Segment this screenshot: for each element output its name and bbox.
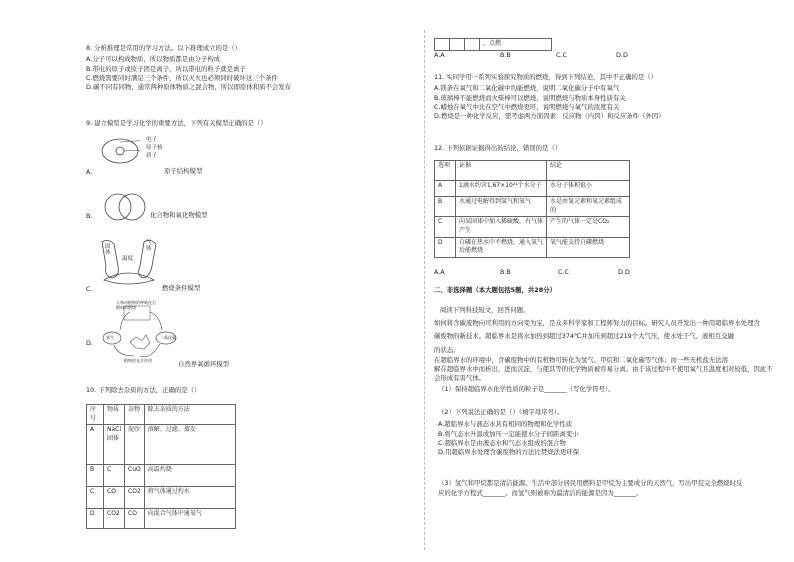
sub-question-3 xyxy=(438,479,742,499)
table-cell: C xyxy=(435,217,456,237)
table-row xyxy=(435,217,630,237)
table-cell: CO2 xyxy=(125,487,145,509)
q12-option-a: A.A xyxy=(434,268,445,276)
fire-label-solid: 固体 xyxy=(105,244,111,257)
header-cell: 除去杂质的方法 xyxy=(144,405,235,425)
table-cell: 白磷在热水中不燃烧，通入氧气后能燃烧 xyxy=(456,237,547,257)
passage-line: 解在超临界水中而析出，进而沉淀，与使其等的化学物质被容易分离。由于该过程中不使用氧气且温度相对较低，因此不会形成有害气体。 xyxy=(434,365,773,383)
sub-question-2 xyxy=(438,408,579,457)
table-cell xyxy=(465,39,480,51)
question-8 xyxy=(86,44,291,92)
passage-line: 如何将含碳废物向可利用的方向变为宝，是众多科学家和工程师努力的目标。研究人员开发出一种用超临界水处理含 xyxy=(434,319,760,327)
sub-question-3-line-1: （3）氢气和甲烷都是清洁能源。生活中部分居民用燃料是甲烷为主要成分的天然气，写出甲烷完全燃烧时反 xyxy=(438,479,743,487)
fire-label-temp: 温度 xyxy=(122,256,134,262)
table-cell: A xyxy=(435,181,456,197)
option-b-label: 化合物和氧化物模型 xyxy=(150,211,208,219)
question-11-option-c: C.蜡烛在氧气中比在空气中燃烧更旺，说明燃烧与氧气的浓度有关 xyxy=(434,102,620,111)
table-cell: CO xyxy=(104,487,125,509)
table-cell: C xyxy=(87,487,104,509)
table-cell: ，点燃 xyxy=(480,39,552,51)
sub-question-2-option-a: A.超临界水与液态水具有相同的物理和化学性质 xyxy=(438,420,573,429)
passage xyxy=(434,319,774,384)
header-cell: 序号 xyxy=(87,405,104,425)
table-cell: 将气体通过灼水 xyxy=(144,487,235,509)
table-cell: 溶解、过滤、蒸发 xyxy=(144,425,235,465)
sub-question-2-option-b: B.将气态水升温或加压一定能使水分子间距离变小 xyxy=(438,429,579,438)
table-cell: 氧气能支持白磷燃烧 xyxy=(547,237,630,257)
question-10-title: 10. 下列除去杂质的方法，正确的是（） xyxy=(86,386,201,394)
option-a-label: 原子结构模型 xyxy=(164,167,203,175)
option-a-letter: A. xyxy=(86,168,93,176)
table-row xyxy=(87,425,236,465)
table-row xyxy=(435,39,552,51)
atom-label-electron: 电子 xyxy=(146,137,158,143)
question-8-option-c: C.燃烧需要同时满足三个条件，所以灭火也必须同时破坏这三个条件 xyxy=(86,73,278,82)
header-cell: 选项 xyxy=(435,161,456,181)
question-8-option-b: B.带电的原子或原子团是离子，所以带电的粒子就是离子 xyxy=(86,64,246,73)
table-row xyxy=(87,465,236,487)
sub-question-2-title: （2）下列说法正确的是（）（填字母序号）。 xyxy=(438,408,564,416)
table-cell: 产生的气体一定是CO₂ xyxy=(547,217,630,237)
atom-model-figure xyxy=(100,137,140,165)
table-cell: B xyxy=(87,465,104,487)
cycle-label-photosynthesis: 植物的光合作用 xyxy=(124,358,152,363)
table-row xyxy=(87,509,236,529)
sub-question-3-line-2: 应的化学方程式_______。而氢气则被称为最清洁的能源是因为_______。 xyxy=(438,489,643,498)
table-cell: NaCl固体 xyxy=(104,425,125,465)
passage-line: 在超临界水的环境中，含碳废物中的有机物可转化为氢气、甲烷和二氧化碳等气体；而一些无机盐无法溶 xyxy=(434,355,728,364)
passage-line: 碳废物的新技术。超临界水是将水加热到超过374℃并加压到超过219个大气压，使水处于气、液相互交融 xyxy=(434,332,734,341)
table-cell: D xyxy=(435,237,456,257)
table-row xyxy=(435,181,630,197)
table-cell: CO2 xyxy=(104,509,125,529)
header-cell: 结论 xyxy=(547,161,630,181)
atom-label-nucleus: 原子核 xyxy=(146,145,163,151)
sub-question-2-option-d: D.用超临界水处理含碳废物的方法比焚烧法更环保 xyxy=(438,448,580,457)
sub-question-2-option-c: C.超临界水是由液态水和气态水组成的混合物 xyxy=(438,438,566,447)
question-8-option-a: A.分子可以构成物质，所以物质都是由分子构成 xyxy=(86,55,221,64)
table-cell: 水分子体积很小 xyxy=(547,181,630,197)
section-2-heading: 二、非选择题（本大题包括5题，共28分） xyxy=(434,286,556,294)
fire-label-gas: 气体 xyxy=(146,240,152,253)
table-row xyxy=(435,237,630,257)
table-cell: D xyxy=(87,509,104,529)
table-row xyxy=(87,487,236,509)
question-11-option-b: B.玻璃棒不能燃烧而火柴棒可以燃烧，说明燃烧与物质本身性质有关 xyxy=(434,93,626,102)
table-cell xyxy=(450,39,465,51)
passage-line: 的状态。 xyxy=(434,345,460,354)
sub-question-1: （1）保持超临界水化学性质的粒子是_______（写化学符号）。 xyxy=(438,385,615,393)
venn-model-figure xyxy=(98,192,154,222)
cycle-label-co2: 二氧化碳 xyxy=(160,335,176,340)
q10-option-d: D.D xyxy=(616,51,628,59)
question-8-option-d: D.碳不同有同物，通常两种原体物质之混合物，所以即原体和质不会发布 xyxy=(86,83,292,92)
cycle-label-oxygen: 氧气 xyxy=(106,335,114,340)
table-cell: C xyxy=(104,465,125,487)
table-cell: CO xyxy=(125,509,145,529)
table-cell: 1滴水约含1.67×10²¹个水分子 xyxy=(456,181,547,197)
atom-label-proton: 质子 xyxy=(146,153,158,159)
passage-intro: 阅读下列科技短文，回答问题。 xyxy=(440,306,530,314)
header-cell: 物质 xyxy=(104,405,125,425)
table-cell: 水是由氢元素和氧元素组成的 xyxy=(547,197,630,217)
question-10-table xyxy=(86,404,236,529)
header-cell: 证据 xyxy=(456,161,547,181)
question-12-table xyxy=(434,160,630,258)
question-11-option-d: D.燃烧是一种化学反应，需考虑两方面因素：反应物（内因）和反应条件（外因） xyxy=(434,112,665,121)
table-header-row xyxy=(87,405,236,425)
question-8-title: 8. 分析推理是常用的学习方法。以下推理成立的是（） xyxy=(86,44,242,52)
question-11 xyxy=(434,73,665,121)
table-row xyxy=(435,197,630,217)
table-cell: 高温灼烧 xyxy=(144,465,235,487)
header-cell: 杂物 xyxy=(125,405,145,425)
table-cell: 泥沙 xyxy=(125,425,145,465)
question-12-title: 12. 下列依据证据得出的结论，错误的是（） xyxy=(434,144,562,152)
table-cell: 向某固体中加入稀硫酸，有气体产生 xyxy=(456,217,547,237)
table-cell: B xyxy=(435,197,456,217)
option-d-letter: D. xyxy=(86,339,93,347)
option-b-letter: B. xyxy=(86,212,93,220)
q12-option-b: B.B xyxy=(500,268,511,276)
question-11-title: 11. 实同学用一系列实验探究物质的燃烧，得到下列结论，其中不正确的是（） xyxy=(434,73,658,81)
q10-option-c: C.C xyxy=(556,51,567,59)
table-cell xyxy=(435,39,450,51)
q12-option-c: C.C xyxy=(558,268,569,276)
question-11-option-a: A.镁条在氧气和二氧化碳中均能燃烧，说明二氧化碳分子中有氧气 xyxy=(434,84,620,93)
option-c-letter: C. xyxy=(86,285,93,293)
option-c-label: 燃烧条件模型 xyxy=(162,284,201,292)
option-d-label: 自然界氧循环模型 xyxy=(178,360,230,368)
q10-option-b: B.B xyxy=(500,51,511,59)
table-cell: A xyxy=(87,425,104,465)
q12-option-d: D.D xyxy=(618,268,630,276)
column-divider xyxy=(424,30,425,550)
question-9-title: 9. 建立模型是学习化学的重要方法，下列有关模型正确的是（） xyxy=(86,119,267,127)
table-cell: CuO xyxy=(125,465,145,487)
table-cell: 水通过电解得到氢气和氧气 xyxy=(456,197,547,217)
table-cell: 向混合气体中通氧气 xyxy=(144,509,235,529)
cycle-label-respiration: 人和动植物的呼吸化石燃料的燃烧 xyxy=(116,300,156,310)
table-header-row xyxy=(435,161,630,181)
question-10-table-tail xyxy=(434,38,552,51)
q10-option-a: A.A xyxy=(434,51,445,59)
